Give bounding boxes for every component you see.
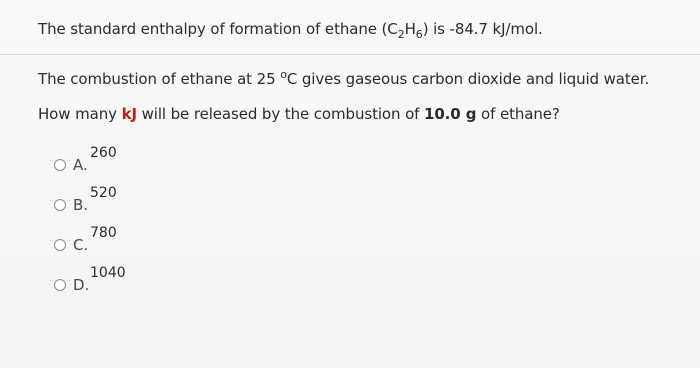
- option-d-letter: D.: [73, 276, 90, 294]
- option-d[interactable]: [54, 265, 174, 296]
- line3-text-mid: will be released by the combustion of: [136, 105, 424, 123]
- degree-superscript: o: [280, 68, 287, 81]
- radio-button-b[interactable]: [54, 199, 66, 211]
- option-b-value: 520: [90, 185, 117, 201]
- option-c-value: 780: [90, 225, 117, 241]
- line1-text-h: H: [404, 20, 416, 38]
- question-line-prompt: [38, 105, 560, 123]
- option-d-value: 1040: [90, 265, 126, 281]
- line1-text-end: ) is -84.7 kJ/mol.: [422, 20, 543, 38]
- radio-button-c[interactable]: [54, 239, 66, 251]
- line2-text-start: The combustion of ethane at 25: [38, 70, 281, 88]
- line3-text-end: of ethane?: [476, 105, 560, 123]
- option-b-letter: B.: [73, 196, 89, 214]
- divider: [0, 54, 700, 55]
- option-a-value: 260: [90, 145, 117, 161]
- question-line-enthalpy: [38, 20, 543, 41]
- subscript-6: 6: [415, 28, 423, 41]
- option-c[interactable]: [54, 225, 174, 256]
- mass-amount: 10.0 g: [424, 105, 477, 123]
- radio-button-a[interactable]: [54, 159, 66, 171]
- subscript-2: 2: [397, 28, 405, 41]
- line1-text-start: The standard enthalpy of formation of ethane (C: [38, 20, 398, 38]
- question-line-combustion: [38, 68, 649, 88]
- option-a-letter: A.: [73, 156, 88, 174]
- unit-kj: kJ: [121, 105, 137, 123]
- option-b[interactable]: [54, 185, 174, 216]
- option-c-letter: C.: [73, 236, 89, 254]
- option-a[interactable]: [54, 145, 174, 176]
- line2-text-end: C gives gaseous carbon dioxide and liquid water.: [286, 70, 650, 88]
- radio-button-d[interactable]: [54, 279, 66, 291]
- line3-text-start: How many: [38, 105, 122, 123]
